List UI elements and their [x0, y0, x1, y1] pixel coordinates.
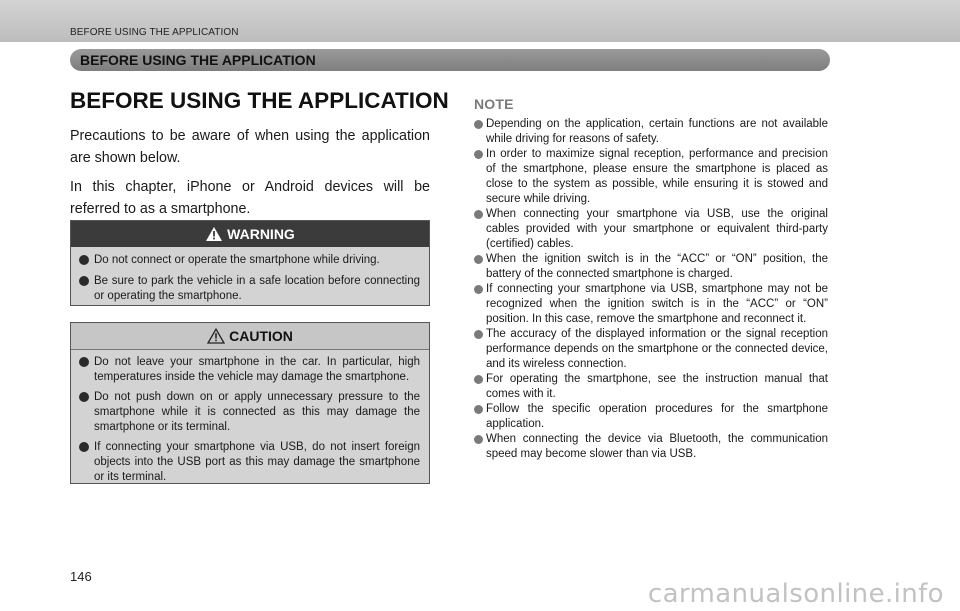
watermark: carmanualsonline.info	[647, 579, 944, 609]
caution-label: CAUTION	[229, 328, 293, 344]
caution-item: Do not leave your smartphone in the car. In particular, high temperatures inside the vehicle may damage the smartphone.	[79, 355, 420, 385]
note-section	[474, 96, 828, 462]
bullet-icon	[79, 357, 89, 367]
bullet-icon	[474, 120, 483, 129]
caution-item: Do not push down on or apply unnecessary pressure to the smartphone while it is connected as this may damage the smartphone or its terminal.	[79, 390, 420, 435]
warning-box	[70, 220, 430, 306]
note-item: When connecting the device via Bluetooth, the communication speed may become slower than via USB.	[474, 432, 828, 462]
bullet-icon	[474, 285, 483, 294]
page-title: BEFORE USING THE APPLICATION	[70, 88, 449, 113]
caution-list	[71, 355, 429, 485]
note-list	[474, 117, 828, 462]
bullet-icon	[79, 255, 89, 265]
bullet-icon	[474, 375, 483, 384]
caution-triangle-icon	[207, 328, 225, 344]
note-item: If connecting your smartphone via USB, smartphone may not be recognized when the ignition switch is in the “ACC” or “ON” position. In this case, remove the smartphone and reconnect it.	[474, 282, 828, 327]
section-label: BEFORE USING THE APPLICATION	[80, 52, 316, 68]
note-item: Follow the specific operation procedures for the smartphone application.	[474, 402, 828, 432]
note-item: When connecting your smartphone via USB, use the original cables provided with your smartphone or equivalent third-party (certified) cables.	[474, 207, 828, 252]
warning-label: WARNING	[227, 226, 295, 242]
bullet-icon	[79, 392, 89, 402]
note-item: When the ignition switch is in the “ACC” or “ON” position, the battery of the connected smartphone is charged.	[474, 252, 828, 282]
bullet-icon	[79, 276, 89, 286]
warning-header	[71, 221, 429, 247]
page-number: 146	[70, 569, 92, 584]
caution-header	[71, 323, 429, 350]
section-label-bar	[70, 49, 830, 71]
note-item: In order to maximize signal reception, performance and precision of the smartphone, please ensure the smartphone is placed as close to the system as possible, while ensuring it is stowed and secure while driving.	[474, 147, 828, 207]
left-column	[70, 88, 449, 220]
bullet-icon	[474, 330, 483, 339]
bullet-icon	[474, 405, 483, 414]
warning-item: Be sure to park the vehicle in a safe location before connecting or operating the smartphone.	[79, 274, 420, 304]
note-item: Depending on the application, certain functions are not available while driving for reasons of safety.	[474, 117, 828, 147]
bullet-icon	[79, 442, 89, 452]
intro-paragraph-1: Precautions to be aware of when using the application are shown below.	[70, 128, 430, 166]
bullet-icon	[474, 435, 483, 444]
intro-paragraph-2: In this chapter, iPhone or Android devices will be referred to as a smartphone.	[70, 179, 430, 217]
note-title: NOTE	[474, 96, 514, 112]
note-item: For operating the smartphone, see the instruction manual that comes with it.	[474, 372, 828, 402]
bullet-icon	[474, 210, 483, 219]
warning-item: Do not connect or operate the smartphone while driving.	[79, 253, 420, 268]
note-item: The accuracy of the displayed information or the signal reception performance depends on the smartphone or the connected device, and its wireless connection.	[474, 327, 828, 372]
bullet-icon	[474, 150, 483, 159]
caution-box	[70, 322, 430, 484]
bullet-icon	[474, 255, 483, 264]
running-title: BEFORE USING THE APPLICATION	[70, 27, 239, 38]
header-bar	[0, 0, 960, 42]
warning-list	[71, 253, 429, 304]
caution-item: If connecting your smartphone via USB, do not insert foreign objects into the USB port as this may damage the smartphone or its terminal.	[79, 440, 420, 485]
warning-triangle-icon	[205, 226, 223, 242]
